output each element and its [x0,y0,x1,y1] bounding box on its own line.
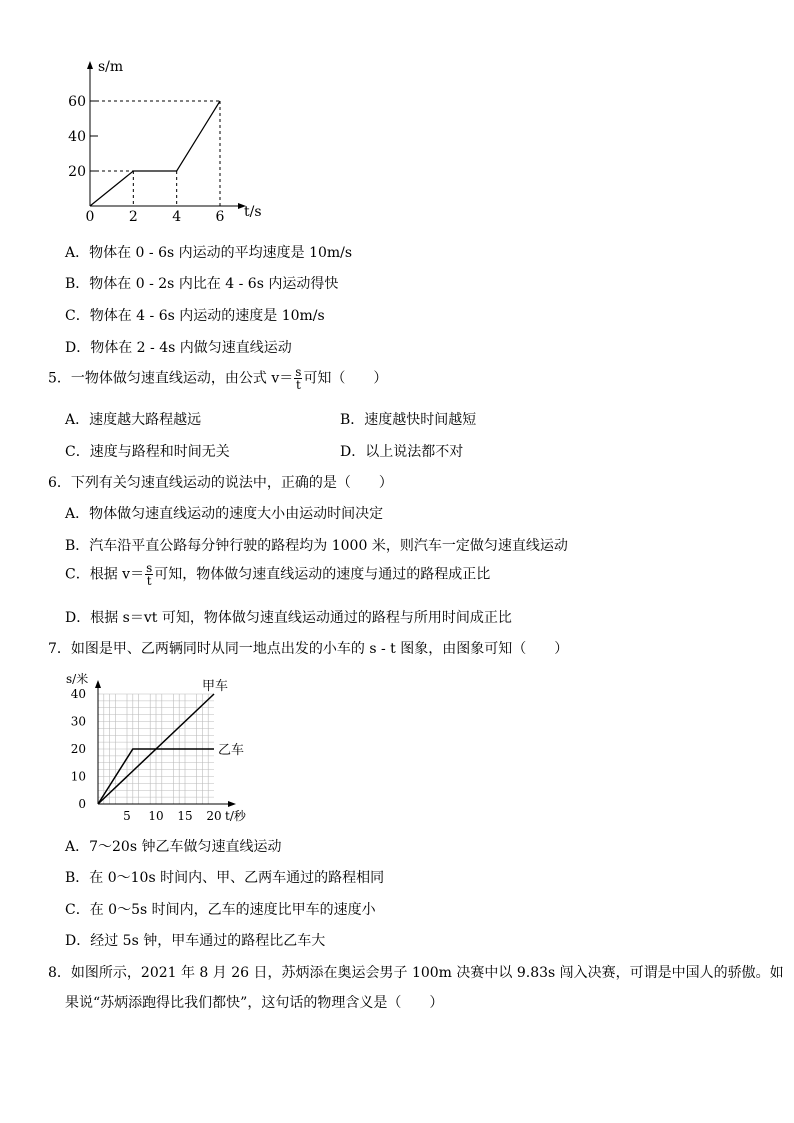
q5-option-c: C．速度与路程和时间无关 [65,444,230,460]
q6-option-c-after: 可知，物体做匀速直线运动的速度与通过的路程成正比 [154,566,491,583]
x-tick-label: 2 [128,209,138,225]
q5-fraction [294,366,302,391]
q5-stem [48,366,387,391]
q6-fraction [145,562,153,587]
q8-line-2: 果说“苏炳添跑得比我们都快”，这句话的物理含义是（ ） [65,995,444,1011]
chart-distance-time-1 [62,55,262,225]
q5-option-d: D．以上说法都不对 [340,444,464,460]
q6-frac-num: s [146,561,153,575]
q5-frac-num: s [295,365,302,379]
q6-option-c [65,562,490,587]
q7-option-b: B．在 0～10s 时间内、甲、乙两车通过的路程相同 [65,870,385,886]
y-tick-label: 10 [70,769,86,784]
series-line [90,101,220,206]
q4-option-d: D．物体在 2 - 4s 内做匀速直线运动 [65,340,292,356]
q4-option-b: B．物体在 0 - 2s 内比在 4 - 6s 内运动得快 [65,276,339,292]
x-tick-label: 20 [206,809,222,823]
y-tick-label: 30 [70,714,86,729]
y-axis-arrow [95,680,101,688]
y-axis-label: s/米 [66,672,89,686]
y-tick-label: 60 [68,94,86,110]
x-tick-label: 15 [177,809,193,823]
q5-option-a: A．速度越大路程越远 [65,412,202,428]
q5-option-b: B．速度越快时间越短 [340,412,477,428]
x-axis-label: t/秒 [225,809,246,823]
x-axis-label: t/s [244,204,262,220]
x-tick-label: 0 [85,209,95,225]
y-tick-label: 40 [70,687,86,701]
q5-stem-after: 可知（ ） [303,370,388,387]
q5-stem-before: 5．一物体做匀速直线运动，由公式 v＝ [48,370,294,387]
x-tick-label: 5 [123,809,131,823]
q6-option-c-before: C．根据 v＝ [65,566,145,583]
series-label-1: 甲车 [202,679,229,694]
chart-distance-time-2 [62,670,262,830]
q7-option-c: C．在 0～5s 时间内，乙车的速度比甲车的速度小 [65,902,376,918]
x-tick-label: 10 [148,809,164,823]
q6-option-a: A．物体做匀速直线运动的速度大小由运动时间决定 [65,506,384,522]
q6-frac-den: t [146,574,152,588]
x-tick-label: 6 [215,209,225,225]
y-tick-label: 40 [68,129,86,145]
q6-stem: 6．下列有关匀速直线运动的说法中，正确的是（ ） [48,475,393,491]
q6-option-b: B．汽车沿平直公路每分钟行驶的路程均为 1000 米，则汽车一定做匀速直线运动 [65,538,568,554]
series-label-2: 乙车 [218,743,245,758]
q7-option-d: D．经过 5s 钟，甲车通过的路程比乙车大 [65,933,326,949]
q4-option-a: A．物体在 0 - 6s 内运动的平均速度是 10m/s [65,245,353,261]
x-tick-label: 4 [172,209,182,225]
q7-option-a: A．7～20s 钟乙车做匀速直线运动 [65,839,282,855]
y-tick-label: 20 [68,164,86,180]
y-tick-label: 0 [78,797,86,811]
q7-stem: 7．如图是甲、乙两辆同时从同一地点出发的小车的 s - t 图象，由图象可知（ ） [48,641,569,657]
y-tick-label: 20 [70,742,86,756]
x-axis-arrow [228,801,236,807]
q8-line-1: 8．如图所示，2021 年 8 月 26 日，苏炳添在奥运会男子 100m 决赛中以 9.83s 闯入决赛，可谓是中国人的骄傲。如 [48,965,784,981]
y-axis-label: s/m [98,59,124,75]
q4-option-c: C．物体在 4 - 6s 内运动的速度是 10m/s [65,308,325,324]
q5-frac-den: t [295,378,301,392]
y-axis-arrow [87,61,93,69]
q6-option-d: D．根据 s＝vt 可知，物体做匀速直线运动通过的路程与所用时间成正比 [65,610,512,626]
